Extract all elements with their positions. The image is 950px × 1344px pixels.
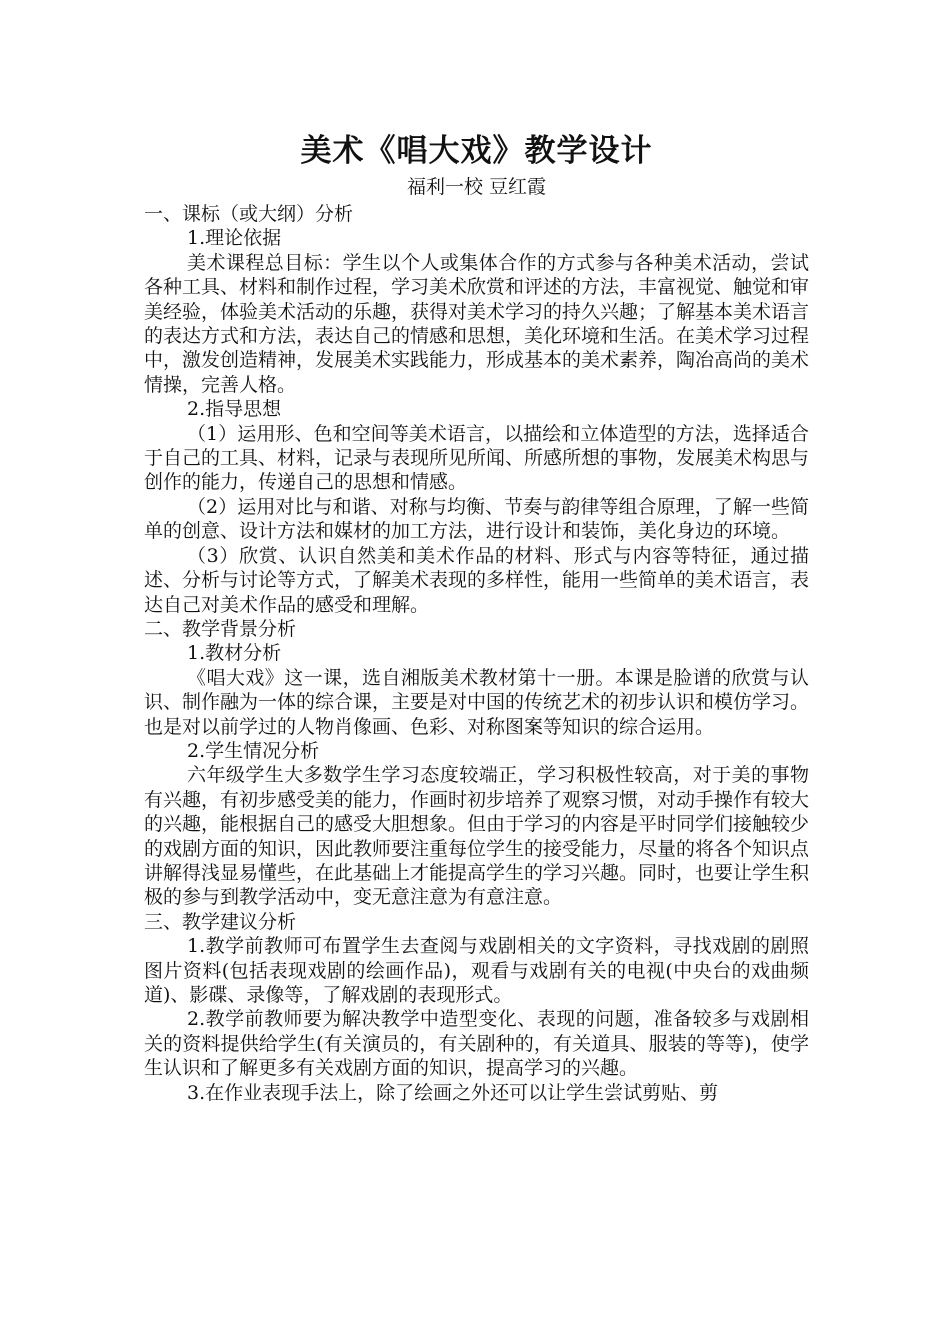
subheading-guiding-thought: 2.指导思想 — [187, 398, 282, 421]
author-line: 福利一校 豆红霞 — [406, 176, 547, 198]
paragraph: （2）运用对比与和谐、对称与均衡、节奏与韵律等组合原理，了解一些简单的创意、设计方法和媒材的加工方法，进行设计和装饰，美化身边的环境。 — [144, 495, 809, 543]
document-page — [144, 128, 809, 1105]
paragraph: 1.教学前教师可布置学生去查阅与戏剧相关的文字资料，寻找戏剧的剧照图片资料(包括表现戏剧的绘画作品)，观看与戏剧有关的电视(中央台的戏曲频道)、影碟、录像等，了解戏剧的表现形式。 — [144, 935, 809, 1006]
paragraph: 3.在作业表现手法上，除了绘画之外还可以让学生尝试剪贴、剪 — [187, 1081, 719, 1104]
subheading-textbook: 1.教材分析 — [187, 642, 282, 665]
section-heading-2: 二、教学背景分析 — [144, 617, 297, 640]
paragraph: （3）欣赏、认识自然美和美术作品的材料、形式与内容等特征，通过描述、分析与讨论等方式，了解美术表现的多样性，能用一些简单的美术语言，表达自己对美术作品的感受和理解。 — [144, 544, 810, 616]
paragraph: 《唱大戏》这一课，选自湘版美术教材第十一册。本课是脸谱的欣赏与认识、制作融为一体的综合课，主要是对中国的传统艺术的初步认识和模仿学习。也是对以前学过的人物肖像画、色彩、对称图案等知识的综合运用。 — [144, 666, 810, 738]
subheading-theory: 1.理论依据 — [187, 227, 282, 250]
paragraph: 六年级学生大多数学生学习态度较端正，学习积极性较高，对于美的事物有兴趣，有初步感受美的能力，作画时初步培养了观察习惯，对动手操作有较大的兴趣，能根据自己的感受大胆想象。但由于学习的内容是平时同学们接触较少的戏剧方面的知识，因此教师要注重每位学生的接受能力，尽量的将各个知识点讲解得浅显易懂些，在此基础上才能提高学生的学习兴趣。同时，也要让学生积极的参与到教学活动中，变无意注意为有意注意。 — [144, 764, 810, 909]
subheading-students: 2.学生情况分析 — [187, 739, 320, 762]
paragraph: （1）运用形、色和空间等美术语言，以描绘和立体造型的方法，选择适合于自己的工具、材料，记录与表现所见所闻、所感所想的事物，发展美术构思与创作的能力，传递自己的思想和情感。 — [144, 422, 810, 494]
paragraph: 美术课程总目标：学生以个人或集体合作的方式参与各种美术活动，尝试各种工具、材料和制作过程，学习美术欣赏和评述的方法，丰富视觉、触觉和审美经验，体验美术活动的乐趣，获得对美术学习的持久兴趣；了解基本美术语言的表达方式和方法，表达自己的情感和思想，美化环境和生活。在美术学习过程中，激发创造精神，发展美术实践能力，形成基本的美术素养，陶冶高尚的美术情操，完善人格。 — [144, 251, 810, 396]
section-heading-3: 三、教学建议分析 — [144, 910, 297, 933]
document-title: 美术《唱大戏》教学设计 — [300, 133, 653, 169]
paragraph: 2.教学前教师要为解决教学中造型变化、表现的问题，准备较多与戏剧相关的资料提供给学生(有关演员的，有关剧种的，有关道具、服装的等等)，使学生认识和了解更多有关戏剧方面的知识，提高学习的兴趣。 — [144, 1008, 809, 1080]
section-heading-1: 一、课标（或大纲）分析 — [144, 203, 354, 225]
